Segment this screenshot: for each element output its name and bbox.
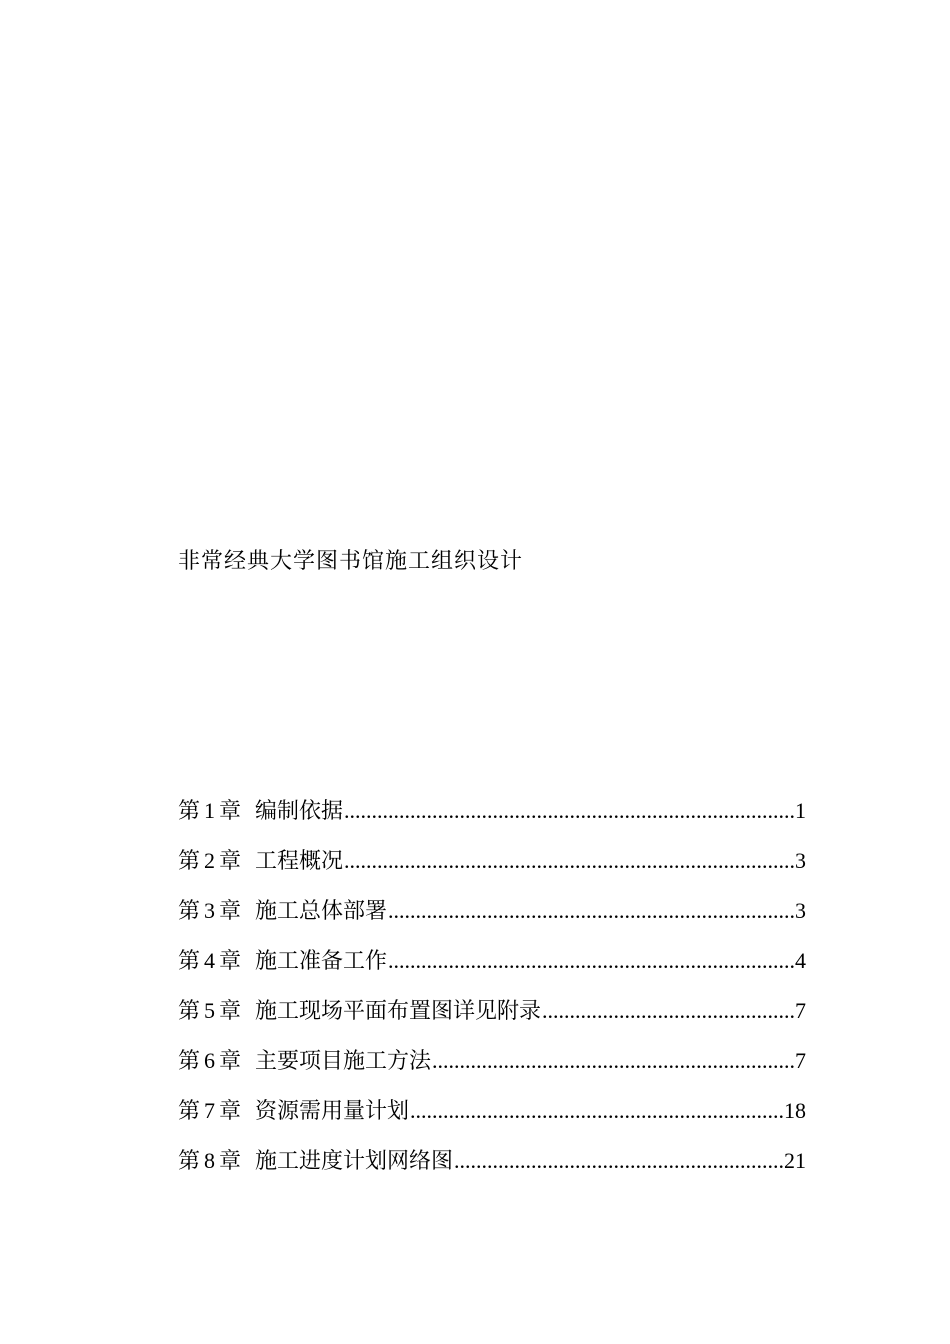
toc-entry[interactable]: [178, 1145, 806, 1195]
toc-page-number: 3: [795, 848, 806, 873]
toc-chapter-label: 第 6 章: [178, 1048, 242, 1074]
toc-entry-title: 施工总体部署: [255, 899, 388, 924]
toc-leader-dots: [388, 895, 794, 927]
toc-leader-dots: [344, 795, 794, 827]
toc-chapter-label: 第 4 章: [178, 948, 242, 974]
toc-leader-dots: [454, 1145, 783, 1177]
toc-page-number: 21: [784, 1148, 806, 1173]
toc-page-number: 7: [795, 1048, 806, 1073]
toc-leader-dots: [432, 1045, 794, 1077]
document-title: 非常经典大学图书馆施工组织设计: [178, 549, 524, 574]
toc-entry[interactable]: [178, 795, 806, 845]
toc-entry[interactable]: [178, 1095, 806, 1145]
toc-leader-dots: [344, 845, 794, 877]
toc-page-number: 3: [795, 898, 806, 923]
toc-chapter-label: 第 5 章: [178, 998, 242, 1024]
toc-page-number: 7: [795, 998, 806, 1023]
toc-entry[interactable]: [178, 945, 806, 995]
toc-entry-title: 资源需用量计划: [255, 1099, 410, 1124]
table-of-contents: [178, 795, 806, 1195]
toc-entry-title: 施工准备工作: [255, 949, 388, 974]
toc-chapter-label: 第 1 章: [178, 798, 242, 824]
toc-page-number: 4: [795, 948, 806, 973]
toc-page-number: 18: [784, 1098, 806, 1123]
toc-entry-title: 施工现场平面布置图详见附录: [255, 999, 542, 1024]
toc-chapter-label: 第 3 章: [178, 898, 242, 924]
toc-entry-title: 工程概况: [255, 849, 344, 874]
toc-chapter-label: 第 7 章: [178, 1098, 242, 1124]
toc-entry[interactable]: [178, 845, 806, 895]
toc-chapter-label: 第 2 章: [178, 848, 242, 874]
toc-entry[interactable]: [178, 1045, 806, 1095]
toc-leader-dots: [410, 1095, 783, 1127]
toc-entry-title: 施工进度计划网络图: [255, 1149, 454, 1174]
toc-leader-dots: [542, 995, 794, 1027]
toc-entry-title: 编制依据: [255, 799, 344, 824]
toc-entry-title: 主要项目施工方法: [255, 1049, 432, 1074]
toc-page-number: 1: [795, 798, 806, 823]
toc-entry[interactable]: [178, 895, 806, 945]
toc-chapter-label: 第 8 章: [178, 1148, 242, 1174]
toc-entry[interactable]: [178, 995, 806, 1045]
toc-leader-dots: [388, 945, 794, 977]
